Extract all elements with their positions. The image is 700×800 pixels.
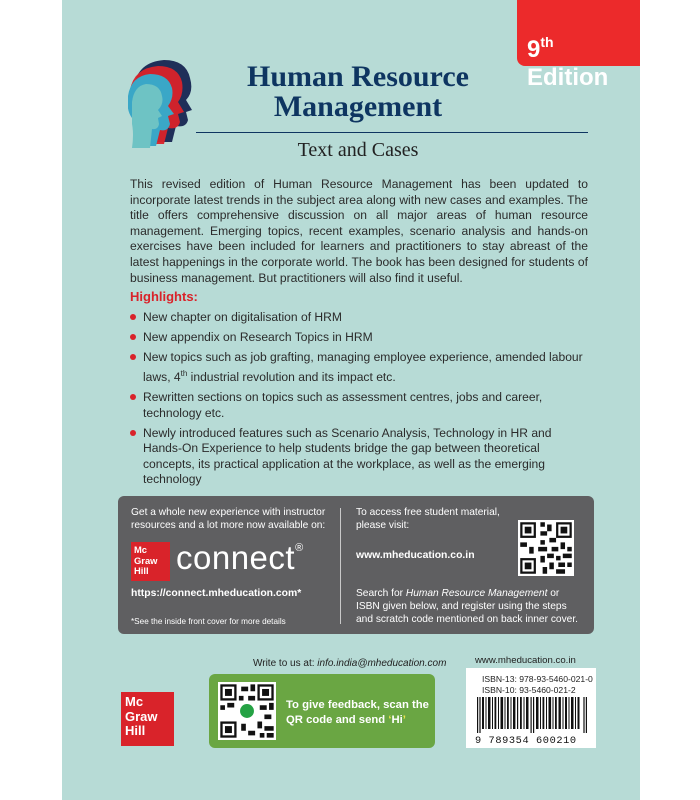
bullet-icon bbox=[130, 394, 136, 400]
barcode-number: 9 789354 600210 bbox=[475, 735, 577, 747]
list-item: New appendix on Research Topics in HRM bbox=[130, 330, 588, 346]
student-material-intro: To access free student material, please visit: bbox=[356, 507, 500, 531]
book-title: Human Resource Management bbox=[247, 60, 469, 123]
edition-badge: 9th Edition bbox=[517, 0, 640, 66]
list-item: New topics such as job grafting, managing employee experience, amended labour laws, 4th industrial revolution and its impact etc. bbox=[130, 350, 588, 385]
bullet-icon bbox=[130, 354, 136, 360]
connect-footnote: *See the inside front cover for more details bbox=[131, 617, 286, 626]
feedback-qr-code[interactable] bbox=[218, 682, 276, 740]
student-material-url[interactable]: www.mheducation.co.in bbox=[356, 550, 475, 561]
barcode bbox=[477, 697, 587, 733]
mcgraw-hill-logo: Mc Graw Hill bbox=[121, 692, 174, 746]
student-qr-code[interactable] bbox=[518, 520, 574, 576]
description-paragraph: This revised edition of Human Resource Management has been updated to incorporate latest trends in the subject area along with new cases and examples. The title offers comprehensive discussion on all major areas of human resource management. Emerging topics, recent examples, scenario analysis and hands-on exercises have been included for learners and practitioners to stay abreast of the latest happenings in the corporate world. The book has been designed for students of business management. But practitioners will also find it useful. bbox=[130, 177, 588, 285]
connect-url[interactable]: https://connect.mheducation.com* bbox=[131, 588, 302, 599]
highlights-list bbox=[130, 310, 588, 492]
bullet-icon bbox=[130, 334, 136, 340]
list-item: New chapter on digitalisation of HRM bbox=[130, 310, 588, 326]
bullet-icon bbox=[130, 430, 136, 436]
connect-intro: Get a whole new experience with instructor resources and a lot more now available on: bbox=[131, 507, 326, 531]
feedback-text: To give feedback, scan the QR code and send ‘Hi’ bbox=[286, 699, 429, 726]
highlights-heading: Highlights: bbox=[130, 289, 198, 304]
write-to-us: Write to us at: info.india@mheducation.com bbox=[253, 658, 447, 669]
search-note: Search for Human Resource Management or ISBN given below, and register using the steps and scratch code mentioned on back inner cover. bbox=[356, 588, 578, 625]
panel-divider bbox=[340, 508, 341, 624]
title-divider bbox=[196, 132, 588, 133]
mcgraw-hill-logo-small: Mc Graw Hill bbox=[131, 542, 170, 581]
isbn-numbers: ISBN-13: 978-93-5460-021-0 ISBN-10: 93-5460-021-2 bbox=[482, 674, 593, 695]
bullet-icon bbox=[130, 314, 136, 320]
publisher-website[interactable]: www.mheducation.co.in bbox=[475, 655, 576, 666]
list-item: Rewritten sections on topics such as assessment centres, jobs and career, technology etc. bbox=[130, 390, 588, 421]
human-heads-logo bbox=[128, 56, 196, 152]
connect-logo: connect® bbox=[176, 539, 304, 576]
book-subtitle: Text and Cases bbox=[297, 139, 419, 161]
list-item: Newly introduced features such as Scenario Analysis, Technology in HR and Hands-On Experience to help students bridge the gap between theoretical concepts, its practical application at the workplace, as well as the emerging technology bbox=[130, 426, 588, 488]
